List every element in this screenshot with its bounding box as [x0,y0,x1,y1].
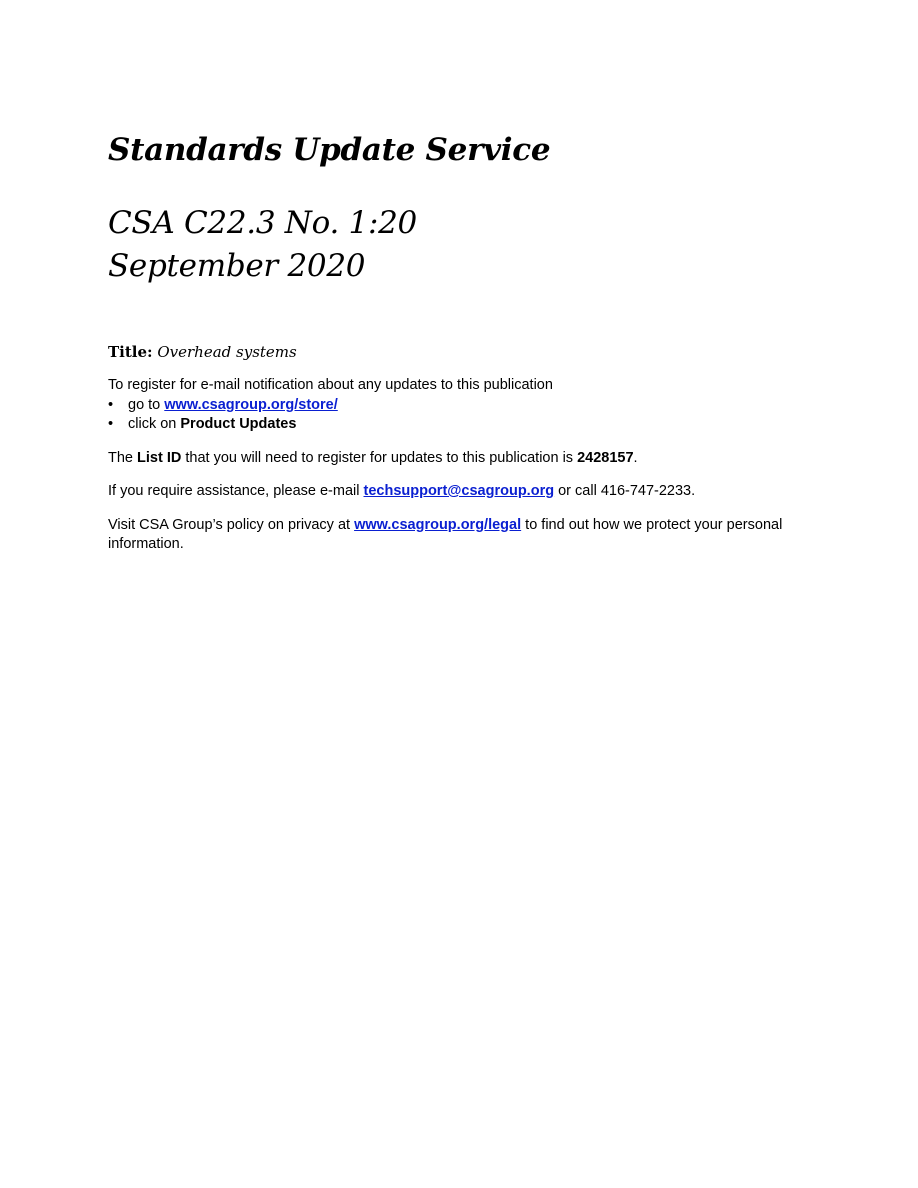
privacy-policy-link[interactable]: www.csagroup.org/legal [354,516,522,533]
register-steps-list [108,396,808,435]
bullet-icon: • [108,396,114,413]
bullet-icon: • [108,416,114,432]
step-text: go to [128,396,165,413]
text-span: to find out how we protect your personal information. [108,516,783,552]
list-item [108,396,808,416]
list-id-label: List ID [137,449,182,466]
list-id-value: 2428157 [577,449,634,466]
title-value: Overhead systems [157,343,297,361]
list-item [108,415,808,435]
text-span: that you will need to register for updates to this publication is [181,449,578,466]
text-span: . [633,449,638,466]
publication-date: September 2020 [108,248,366,284]
step-text: click on [128,416,181,432]
text-span: Visit CSA Group’s policy on privacy at [108,516,355,533]
document-page [108,128,808,555]
list-id-paragraph [108,449,808,469]
text-span: If you require assistance, please e-mail [108,483,364,499]
text-span: or call 416-747-2233. [554,483,696,499]
page-heading: Standards Update Service [108,132,551,168]
store-link[interactable]: www.csagroup.org/store/ [164,396,338,413]
product-updates-label: Product Updates [180,416,297,432]
assistance-paragraph [108,482,808,502]
standard-number: CSA C22.3 No. 1:20 [108,205,417,241]
title-label: Title: [108,343,153,361]
privacy-paragraph [108,516,808,555]
register-intro: To register for e-mail notification about any updates to this publication [108,377,553,393]
title-line [108,342,808,362]
support-email-link[interactable]: techsupport@csagroup.org [363,483,555,499]
text-span: The [108,449,138,466]
